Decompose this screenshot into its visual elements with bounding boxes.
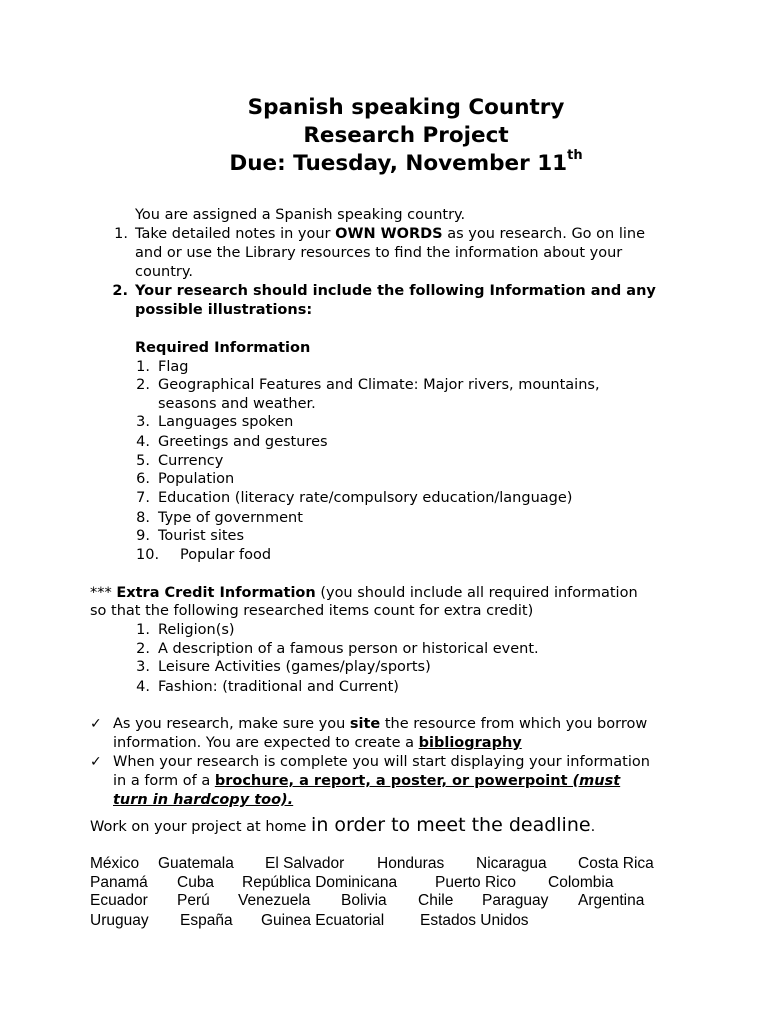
country-honduras: Honduras: [377, 855, 445, 872]
country-chile: Chile: [418, 892, 454, 909]
country-bolivia: Bolivia: [341, 892, 387, 909]
step-1-line-2: and or use the Library resources to find the information about your: [135, 245, 623, 261]
extra-item-4: Fashion: (traditional and Current): [158, 679, 399, 695]
extra-credit-line-2: so that the following researched items count for extra credit): [90, 603, 534, 619]
must-note: (must: [567, 773, 621, 789]
check-2-line-1: When your research is complete you will start displaying your information: [113, 754, 650, 770]
country-costa-rica: Costa Rica: [578, 855, 654, 872]
required-num-1: 1.: [136, 359, 150, 375]
country-guatemala: Guatemala: [158, 855, 234, 872]
check-1-line-2: [113, 734, 522, 753]
required-item-3: Languages spoken: [158, 414, 294, 430]
step-2-line-1: Your research should include the following Information and any: [135, 283, 656, 299]
step-1-pre: Take detailed notes in your: [135, 226, 336, 242]
step-2-number: 2.: [112, 283, 128, 299]
country-venezuela: Venezuela: [238, 892, 311, 909]
step-1-post: as you research. Go on line: [442, 226, 646, 242]
country-nicaragua: Nicaragua: [476, 855, 547, 872]
country-mexico: México: [90, 855, 140, 872]
check-1-line-2-pre: information. You are expected to create a: [113, 735, 419, 751]
extra-num-3: 3.: [136, 659, 150, 675]
extra-item-2: A description of a famous person or historical event.: [158, 641, 539, 657]
country-uruguay: Uruguay: [90, 912, 149, 929]
own-words: OWN WORDS: [335, 226, 443, 242]
extra-credit-line-1: [90, 584, 638, 603]
required-num-3: 3.: [136, 414, 150, 430]
required-item-2-cont: seasons and weather.: [158, 396, 316, 412]
required-item-8: Type of government: [158, 510, 303, 526]
work-deadline: in order to meet the deadline: [311, 814, 591, 836]
extra-credit-rest: (you should include all required information: [315, 585, 638, 601]
extra-num-4: 4.: [136, 679, 150, 695]
required-num-4: 4.: [136, 434, 150, 450]
check-1-line-1: [113, 715, 647, 734]
check-1-post: the resource from which you borrow: [380, 716, 648, 732]
due-date: Due: Tuesday, November 11: [229, 151, 568, 176]
extra-num-1: 1.: [136, 622, 150, 638]
check-2-line-3: turn in hardcopy too).: [113, 792, 294, 808]
bibliography-word: bibliography: [418, 735, 522, 751]
title-line-1: Spanish speaking Country: [247, 95, 565, 120]
check-1-pre: As you research, make sure you: [113, 716, 350, 732]
country-panama: Panamá: [90, 874, 148, 891]
country-argentina: Argentina: [578, 892, 645, 909]
site-word: site: [349, 716, 381, 732]
country-puerto-rico: Puerto Rico: [435, 874, 516, 891]
country-ecuador: Ecuador: [90, 892, 148, 909]
required-heading: Required Information: [135, 340, 311, 356]
country-espana: España: [180, 912, 233, 929]
step-2-line-2: possible illustrations:: [135, 302, 313, 318]
required-item-2: Geographical Features and Climate: Major rivers, mountains,: [158, 377, 600, 393]
display-formats: brochure, a report, a poster, or powerpoint: [214, 773, 568, 789]
required-item-6: Population: [158, 471, 235, 487]
required-num-10: 10.: [136, 547, 160, 563]
extra-item-1: Religion(s): [158, 622, 235, 638]
required-item-7: Education (literacy rate/compulsory education/language): [158, 490, 573, 506]
check-mark-icon: ✓: [90, 716, 102, 732]
required-item-1: Flag: [158, 359, 189, 375]
check-2-line-2: [113, 772, 620, 791]
check-mark-icon: ✓: [90, 754, 102, 770]
extra-credit-heading: Extra Credit Information: [116, 585, 316, 601]
title-line-3: [0, 147, 768, 178]
required-item-5: Currency: [158, 453, 224, 469]
required-item-9: Tourist sites: [158, 528, 245, 544]
required-num-7: 7.: [136, 490, 150, 506]
country-peru: Perú: [177, 892, 210, 909]
country-guinea-ecuatorial: Guinea Ecuatorial: [261, 912, 385, 929]
work-line: [90, 814, 595, 838]
country-estados-unidos: Estados Unidos: [420, 912, 529, 929]
intro-text: You are assigned a Spanish speaking country.: [135, 207, 466, 223]
work-post: .: [590, 819, 596, 835]
country-paraguay: Paraguay: [482, 892, 549, 909]
required-item-10: Popular food: [180, 547, 272, 563]
extra-num-2: 2.: [136, 641, 150, 657]
required-num-5: 5.: [136, 453, 150, 469]
required-num-2: 2.: [136, 377, 150, 393]
work-pre: Work on your project at home: [90, 819, 312, 835]
extra-stars: ***: [90, 585, 117, 601]
extra-item-3: Leisure Activities (games/play/sports): [158, 659, 431, 675]
check-2-line-2-pre: in a form of a: [113, 773, 215, 789]
required-num-8: 8.: [136, 510, 150, 526]
country-cuba: Cuba: [177, 874, 215, 891]
step-1-line-3: country.: [135, 264, 193, 280]
country-el-salvador: El Salvador: [265, 855, 345, 872]
title-line-2: Research Project: [303, 123, 509, 148]
required-num-6: 6.: [136, 471, 150, 487]
due-date-suffix: th: [567, 147, 583, 163]
country-colombia: Colombia: [548, 874, 614, 891]
step-1-line-1: [135, 225, 645, 244]
required-num-9: 9.: [136, 528, 150, 544]
step-1-number: 1.: [114, 226, 128, 242]
required-item-4: Greetings and gestures: [158, 434, 328, 450]
country-republica-dominicana: República Dominicana: [242, 874, 398, 891]
